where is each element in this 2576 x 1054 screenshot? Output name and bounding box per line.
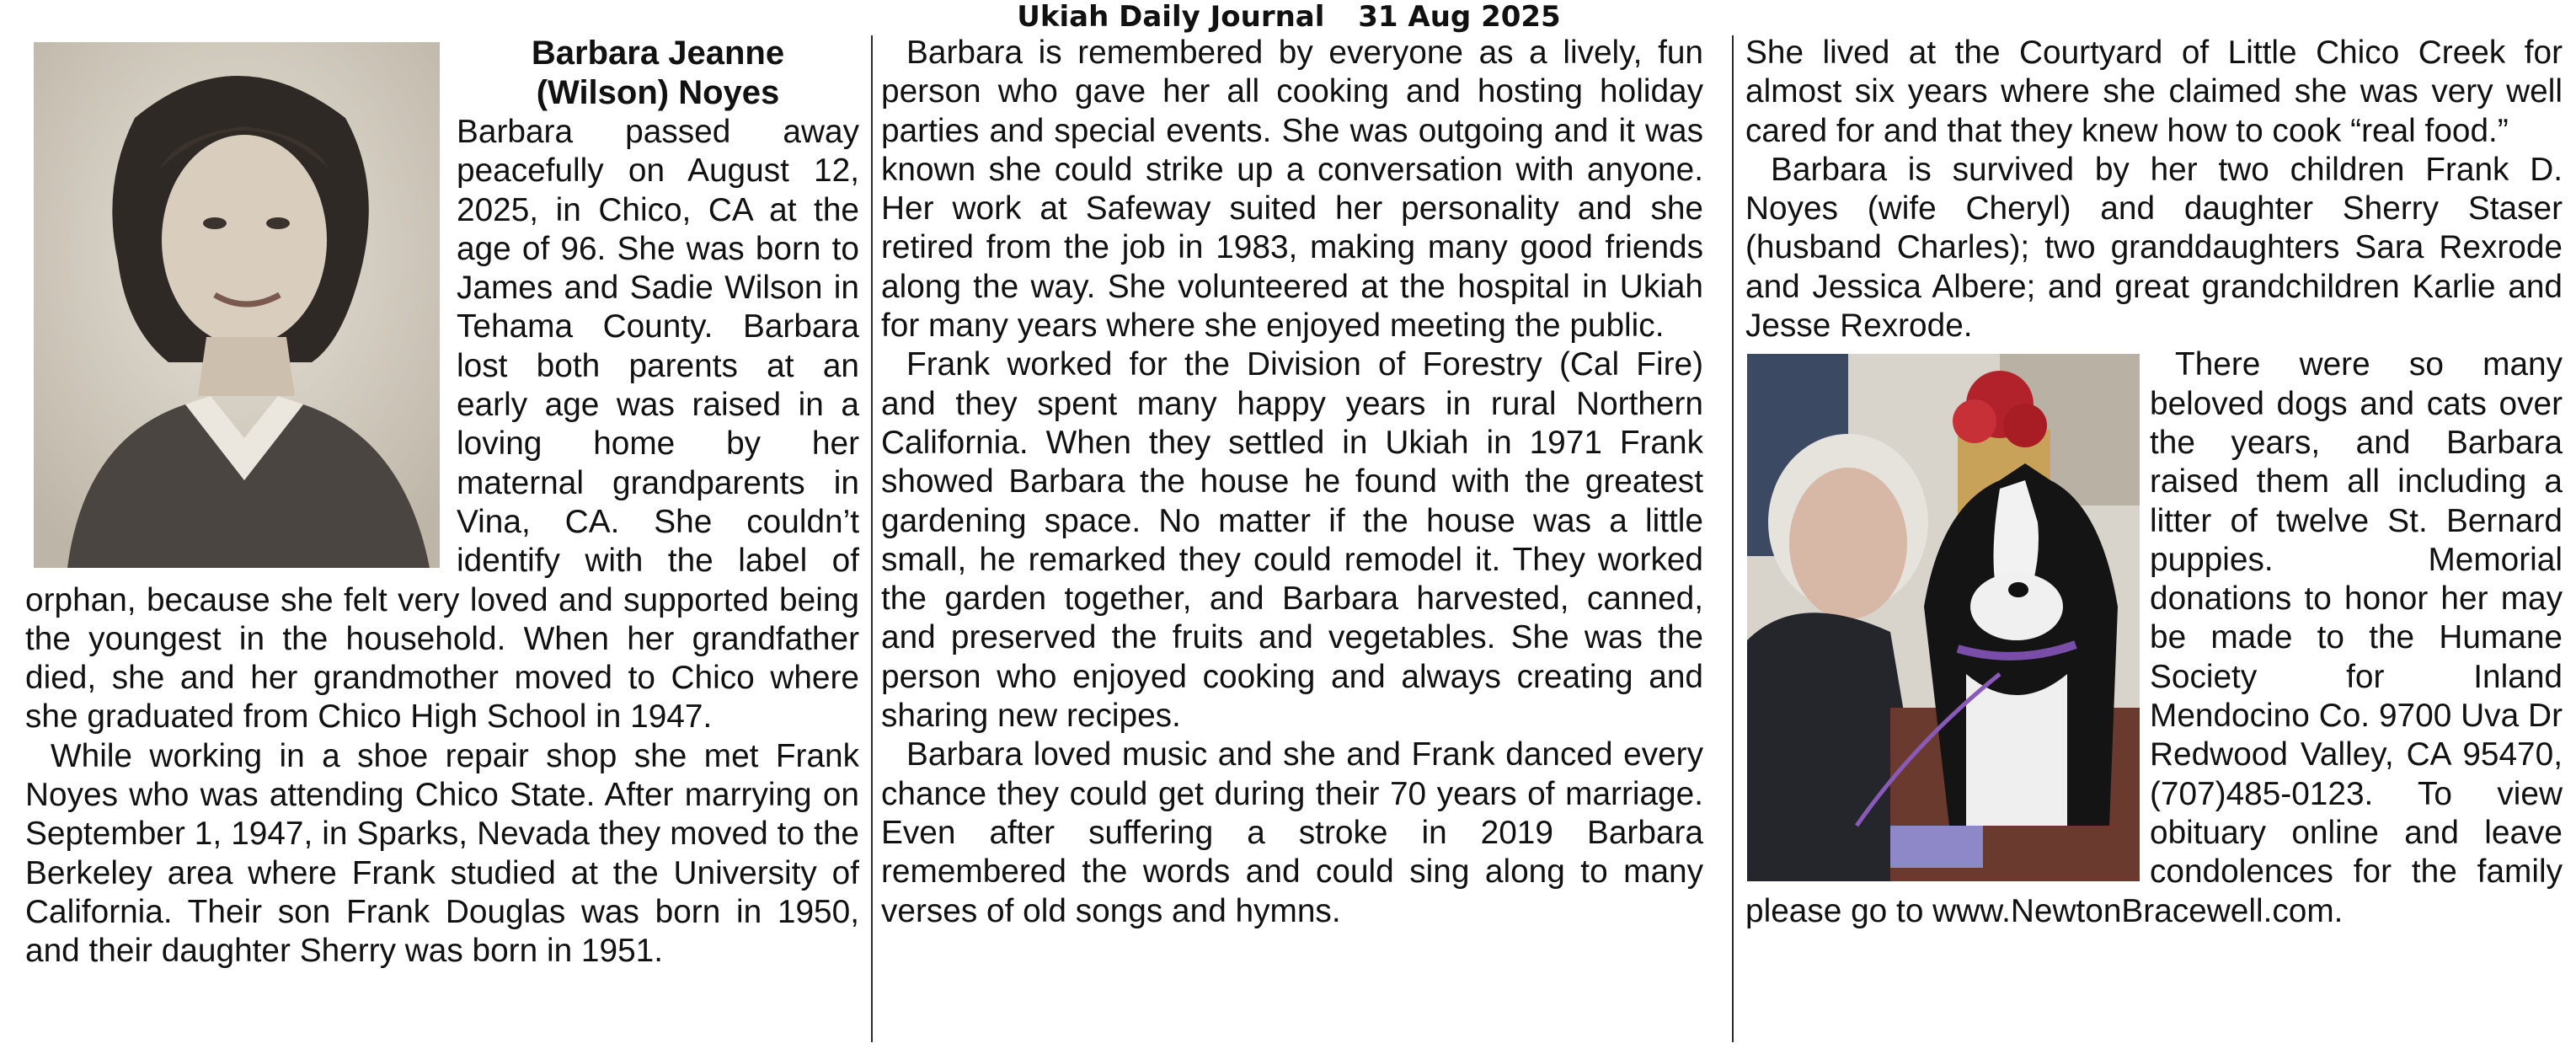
publication-name: Ukiah Daily Journal — [1017, 0, 1325, 34]
obituary-paragraph-2: While working in a shoe repair shop she met Frank Noyes who was attending Chico State. After marrying on September 1, 1947, in Sparks, Nevada they moved to the Berkeley area where Frank studied at the University of California. Their son Frank Douglas was born in 1950, and their daughter Sherry was born in 1951. — [25, 737, 859, 970]
obituary-paragraph-1: Barbara passed away peacefully on August 12, 2025, in Chico, CA at the age of 96. She was born to James and Sadie Wilson in Tehama County. Barbara lost both parents at an early age was raised in a loving home by her maternal grandparents in Vina, CA. She couldn’t identify with the label of orphan, because she felt very loved and supported being the youngest in the household. When her grandfather died, she and her grandmother moved to Chico where she graduated from Chico High School in 1947. — [25, 114, 859, 736]
portrait-photo — [34, 42, 440, 568]
obituary-paragraph-4: Frank worked for the Division of Forestry (Cal Fire) and they spent many happy years in rural Northern California. When they settled in Ukiah in 1971 Frank showed Barbara the house he found with the greatest gardening space. No matter if the house was a little small, he remarked they could remodel it. They worked the garden together, and Barbara harvested, canned, and preserved the fruits and vegetables. She was the person who enjoyed cooking and always creating and sharing new recipes. — [881, 346, 1703, 735]
obituary-paragraph-5: Barbara loved music and she and Frank danced every chance they could get during their 70 years of marriage. Even after suffering a stroke in 2019 Barbara remembered the words and could sing along to many verses of old songs and hymns. — [881, 736, 1703, 929]
publication-date: 31 Aug 2025 — [1358, 0, 1561, 34]
obituary-paragraph-6: She lived at the Courtyard of Little Chico Creek for almost six years where she claimed she was very well cared for and that they knew how to cook “real food.” — [1745, 35, 2563, 149]
photo-with-dog — [1747, 354, 2140, 881]
dog-photo-image — [1747, 354, 2140, 881]
decedent-name-line2: (Wilson) Noyes — [536, 74, 780, 111]
column-divider-1 — [871, 35, 873, 1042]
masthead — [851, 0, 1727, 37]
portrait-image — [34, 42, 440, 568]
obituary-column-1 — [25, 34, 859, 1049]
obituary-paragraph-3: Barbara is remembered by everyone as a lively, fun person who gave her all cooking and hosting holiday parties and special events. She was outgoing and it was known she could strike up a conversation with anyone. Her work at Safeway suited her personality and she retired from the job in 1983, making many good friends along the way. She volunteered at the hospital in Ukiah for many years where she enjoyed meeting the public. — [881, 35, 1703, 345]
column-divider-2 — [1732, 35, 1734, 1042]
obituary-paragraph-8: There were so many beloved dogs and cats over the years, and Barbara raised them all including a litter of twelve St. Bernard puppies. Memorial donations to honor her may be made to the Humane Society for Inland Mendocino Co. 9700 Uva Dr Redwood Valley, CA 95470, (707)485-0123. To view obituary online and leave condolences for the family please go to www.NewtonBracewell.com. — [1745, 346, 2563, 929]
obituary-column-2 — [881, 34, 1703, 1049]
obituary-paragraph-7: Barbara is survived by her two children Frank D. Noyes (wife Cheryl) and daughter Sherry Staser (husband Charles); two granddaughters Sara Rexrode and Jessica Albere; and great grandchildren Karlie and Jesse Rexrode. — [1745, 151, 2563, 345]
decedent-name-line1: Barbara Jeanne — [531, 35, 785, 72]
obituary-column-3 — [1745, 34, 2563, 1049]
